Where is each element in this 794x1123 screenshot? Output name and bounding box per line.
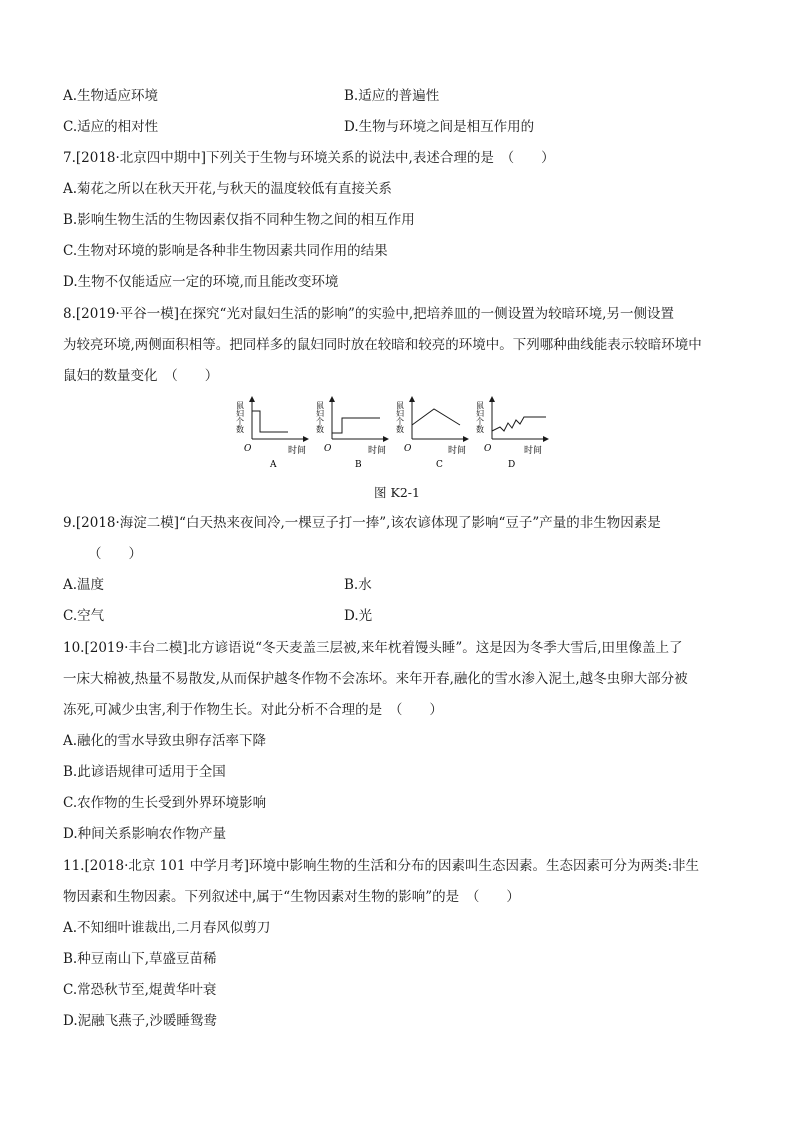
q11-stem-line2: 物因素和生物因素。下列叙述中,属于“生物因素对生物的影响”的是 （ ） xyxy=(63,889,520,905)
q10-stem-line3: 冻死,可减少虫害,利于作物生长。对此分析不合理的是 （ ） xyxy=(63,702,443,718)
graph-panel-a xyxy=(236,397,309,470)
q10-option-a: A.融化的雪水导致虫卵存活率下降 xyxy=(63,733,267,749)
q6-option-d: D.生物与环境之间是相互作用的 xyxy=(344,119,535,135)
q9-stem: 9.[2018·海淀二模]“白天热来夜间冷,一棵豆子打一捧”,该农谚体现了影响“豆子”产量的非生物因素是 xyxy=(63,515,661,531)
q9-option-d: D.光 xyxy=(344,608,373,624)
x-axis-label-d: 时间 xyxy=(524,446,543,456)
figure-k2-1 xyxy=(235,391,550,471)
y-axis-label-d: 鼠妇个数 xyxy=(475,401,485,433)
q11-option-d: D.泥融飞燕子,沙暖睡鸳鸯 xyxy=(63,1013,217,1029)
q7-stem: 7.[2018·北京四中期中]下列关于生物与环境关系的说法中,表述合理的是 （ ） xyxy=(63,150,555,166)
q10-option-d: D.种间关系影响农作物产量 xyxy=(63,826,227,842)
q8-stem-line2: 为较亮环境,两侧面积相等。把同样多的鼠妇同时放在较暗和较亮的环境中。下列哪种曲线能表示较暗环境中 xyxy=(63,337,702,353)
q6-option-a: A.生物适应环境 xyxy=(63,88,159,104)
curve-b xyxy=(332,418,380,433)
q8-stem-line1: 8.[2019·平谷一模]在探究“光对鼠妇生活的影响”的实验中,把培养皿的一侧设置为较暗环境,另一侧设置 xyxy=(63,306,674,322)
x-axis-label-a: 时间 xyxy=(288,446,307,456)
q6-option-b: B.适应的普遍性 xyxy=(344,88,440,104)
q8-stem-line3: 鼠妇的数量变化 （ ） xyxy=(63,368,219,384)
q11-stem-line1: 11.[2018·北京 101 中学月考]环境中影响生物的生活和分布的因素叫生态因素。生态因素可分为两类:非生 xyxy=(63,858,700,874)
y-axis-label-c: 鼠妇个数 xyxy=(395,401,405,433)
x-axis-label-c: 时间 xyxy=(448,446,467,456)
graph-panel-d xyxy=(476,397,549,470)
x-axis-label-b: 时间 xyxy=(368,446,387,456)
origin-label-a: O xyxy=(244,444,252,454)
y-axis-label-a: 鼠妇个数 xyxy=(235,401,245,433)
q11-option-c: C.常恐秋节至,焜黄华叶衰 xyxy=(63,982,217,998)
origin-label-d: O xyxy=(484,444,492,454)
panel-label-a: A xyxy=(270,460,277,470)
panel-label-d: D xyxy=(508,460,516,470)
q6-option-c: C.适应的相对性 xyxy=(63,119,159,135)
origin-label-c: O xyxy=(404,444,412,454)
q7-option-c: C.生物对环境的影响是各种非生物因素共同作用的结果 xyxy=(63,243,388,259)
q11-option-a: A.不知细叶谁裁出,二月春风似剪刀 xyxy=(63,920,271,936)
q10-stem-line1: 10.[2019·丰台二模]北方谚语说“冬天麦盖三层被,来年枕着馒头睡”。这是因为冬季大雪后,田里像盖上了 xyxy=(63,640,683,656)
q10-stem-line2: 一床大棉被,热量不易散发,从而保护越冬作物不会冻坏。来年开春,融化的雪水渗入泥土,越冬虫卵大部分被 xyxy=(63,671,688,687)
origin-label-b: O xyxy=(324,444,332,454)
q9-option-b: B.水 xyxy=(344,577,372,593)
curve-a xyxy=(252,411,288,432)
graph-panel-b xyxy=(316,397,389,470)
panel-label-b: B xyxy=(355,460,362,470)
q7-option-d: D.生物不仅能适应一定的环境,而且能改变环境 xyxy=(63,274,339,290)
curve-c xyxy=(412,409,460,425)
q10-option-b: B.此谚语规律可适用于全国 xyxy=(63,764,226,780)
q11-option-b: B.种豆南山下,草盛豆苗稀 xyxy=(63,951,217,967)
figure-caption: 图 K2-1 xyxy=(374,485,420,500)
q7-option-a: A.菊花之所以在秋天开花,与秋天的温度较低有直接关系 xyxy=(63,181,392,197)
q9-option-c: C.空气 xyxy=(63,608,105,624)
panel-label-c: C xyxy=(436,460,443,470)
q9-option-a: A.温度 xyxy=(63,577,105,593)
q7-option-b: B.影响生物生活的生物因素仅指不同种生物之间的相互作用 xyxy=(63,212,415,228)
q10-option-c: C.农作物的生长受到外界环境影响 xyxy=(63,795,267,811)
graph-panel-c xyxy=(396,397,469,470)
y-axis-label-b: 鼠妇个数 xyxy=(315,401,325,433)
curve-d xyxy=(492,417,546,431)
q9-answer-blank: （ ） xyxy=(88,546,142,562)
